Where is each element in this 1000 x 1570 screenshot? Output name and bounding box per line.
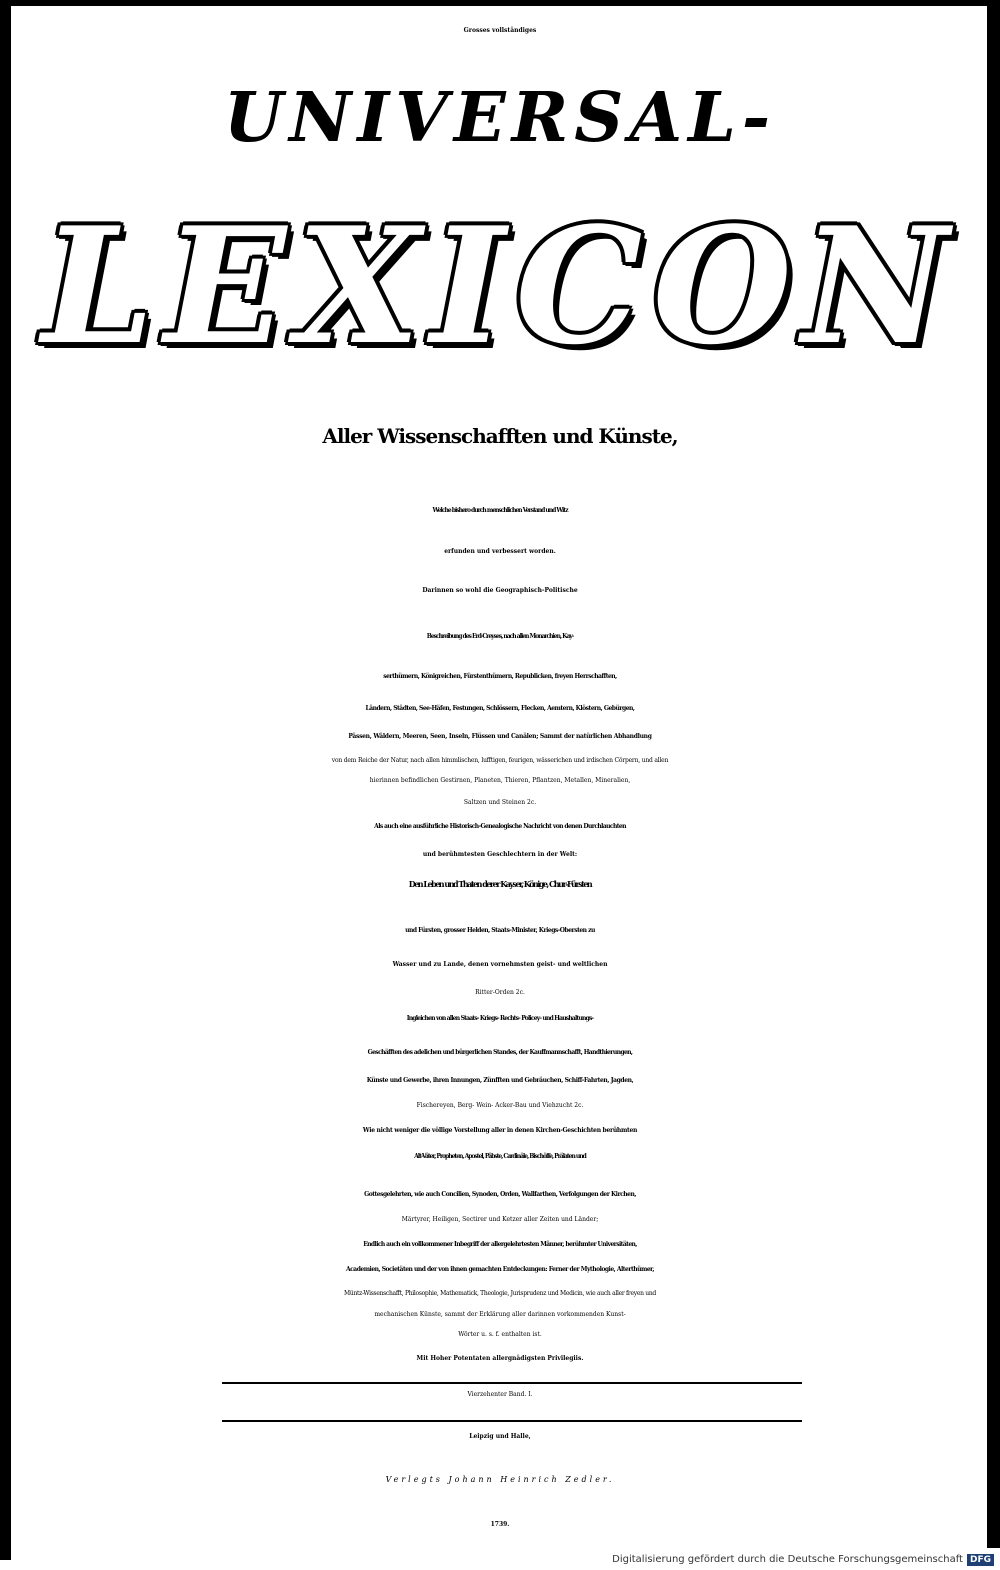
geo-line: Ländern, Städten, See-Häfen, Festungen, Schlössern, Flecken, Aemtern, Klöstern, Gebürgen,: [365, 705, 635, 712]
staats-line: Fischereyen, Berg- Wein- Acker-Bau und Viehzucht 2c.: [416, 1102, 584, 1109]
title-welche: Welche bishero durch menschlichen Verstand und Witz: [432, 507, 568, 514]
endlich-line: Endlich auch ein vollkommener Inbegriff der allergelehrtesten Männer, berühmter Universitäten,: [363, 1241, 637, 1248]
geo-line: serthümern, Königreichen, Fürstenthümern, Republicken, freyen Herrschafften,: [383, 673, 617, 680]
imprint-year: 1739.: [490, 1521, 510, 1528]
endlich-line: Academien, Societäten und der von ihnen gemachten Entdeckungen: Ferner der Mythologie, Alterthümer,: [346, 1266, 654, 1273]
digitization-footer: [600, 1549, 1000, 1570]
endlich-line: Müntz-Wissenschafft, Philosophie, Mathematick, Theologie, Jurisprudenz und Medicin, wie auch aller freyen und: [344, 1290, 656, 1297]
title-page: [14, 6, 986, 1546]
title-universal: UNIVERSAL-: [223, 78, 777, 158]
geo-line: Beschreibung des Erd-Creyses, nach allen Monarchien, Kay-: [426, 633, 574, 640]
leben-line: und Fürsten, grosser Helden, Staats-Minister, Kriegs-Obersten zu: [405, 927, 595, 934]
staats-line: Künste und Gewerbe, ihren Innungen, Zünfften und Gebräuchen, Schiff-Fahrten, Jagden,: [366, 1077, 634, 1084]
imprint-place: Leipzig und Halle,: [469, 1433, 531, 1440]
hist-line: und berühmtesten Geschlechtern in der Welt:: [422, 851, 578, 858]
hist-line: Als auch eine ausführliche Historisch-Genealogische Nachricht von denen Durchlauchten: [374, 823, 626, 830]
title-erfunden: erfunden und verbessert worden.: [444, 548, 556, 555]
title-line-grosses: Grosses vollständiges: [463, 27, 537, 34]
geo-line: Saltzen und Steinen 2c.: [463, 799, 537, 806]
privilege-line: Mit Hoher Potentaten allergnädigsten Privilegiis.: [416, 1355, 584, 1362]
dfg-logo-icon: DFG: [967, 1554, 994, 1566]
endlich-line: Wörter u. s. f. enthalten ist.: [458, 1331, 542, 1338]
rule-bottom: [222, 1420, 802, 1422]
volume-label: Vierzehenter Band. I.: [467, 1391, 533, 1398]
intro-text: Darinnen so wohl die Geographisch-Politische: [422, 587, 578, 594]
leben-line: Den Leben und Thaten derer Kayser, Könige, Chur-Fürsten: [408, 879, 592, 889]
kirchen-line: Alt-Väter, Propheten, Apostel, Päbste, Cardinäle, Bischöffe, Prälaten und: [414, 1153, 586, 1160]
leben-line: Wasser und zu Lande, denen vornehmsten geist- und weltlichen: [392, 961, 608, 968]
kirchen-line: Wie nicht weniger die völlige Vorstellung aller in denen Kirchen-Geschichten berühmten: [362, 1127, 638, 1134]
geo-line: hierinnen befindlichen Gestirnen, Planeten, Thieren, Pflantzen, Metallen, Mineralien,: [369, 777, 631, 784]
imprint-publisher: Verlegts Johann Heinrich Zedler.: [385, 1475, 615, 1484]
title-lexicon: LEXICON: [41, 192, 959, 380]
title-wissenschafften: Aller Wissenschafften und Künste,: [322, 424, 678, 448]
kirchen-line: Gottesgelehrten, wie auch Concilien, Synoden, Orden, Wallfarthen, Verfolgungen der Kirchen,: [364, 1191, 636, 1198]
kirchen-line: Märtyrer, Heiligen, Sectirer und Ketzer aller Zeiten und Länder;: [401, 1216, 599, 1223]
geo-line: von dem Reiche der Natur, nach allen himmlischen, lufftigen, feurigen, wässerichen und irdischen Cörpern, und allen: [331, 757, 669, 764]
endlich-line: mechanischen Künste, sammt der Erklärung aller darinnen vorkommenden Kunst-: [374, 1311, 626, 1318]
rule-top: [222, 1382, 802, 1384]
scan-border-right: [987, 0, 1000, 1548]
scan-border-left: [0, 0, 11, 1560]
staats-line: Geschäfften des adelichen und bürgerlichen Standes, der Kauffmannschafft, Handthierungen,: [367, 1049, 633, 1056]
staats-line: Ingleichen von allen Staats- Kriegs- Rechts- Policey- und Haushaltungs-: [406, 1015, 594, 1022]
footer-text: Digitalisierung gefördert durch die Deutsche Forschungsgemeinschaft: [612, 1554, 963, 1565]
leben-line: Ritter-Orden 2c.: [475, 989, 525, 996]
geo-line: Pässen, Wäldern, Meeren, Seen, Inseln, Flüssen und Canälen; Sammt der natürlichen Abhandlung: [348, 733, 652, 740]
